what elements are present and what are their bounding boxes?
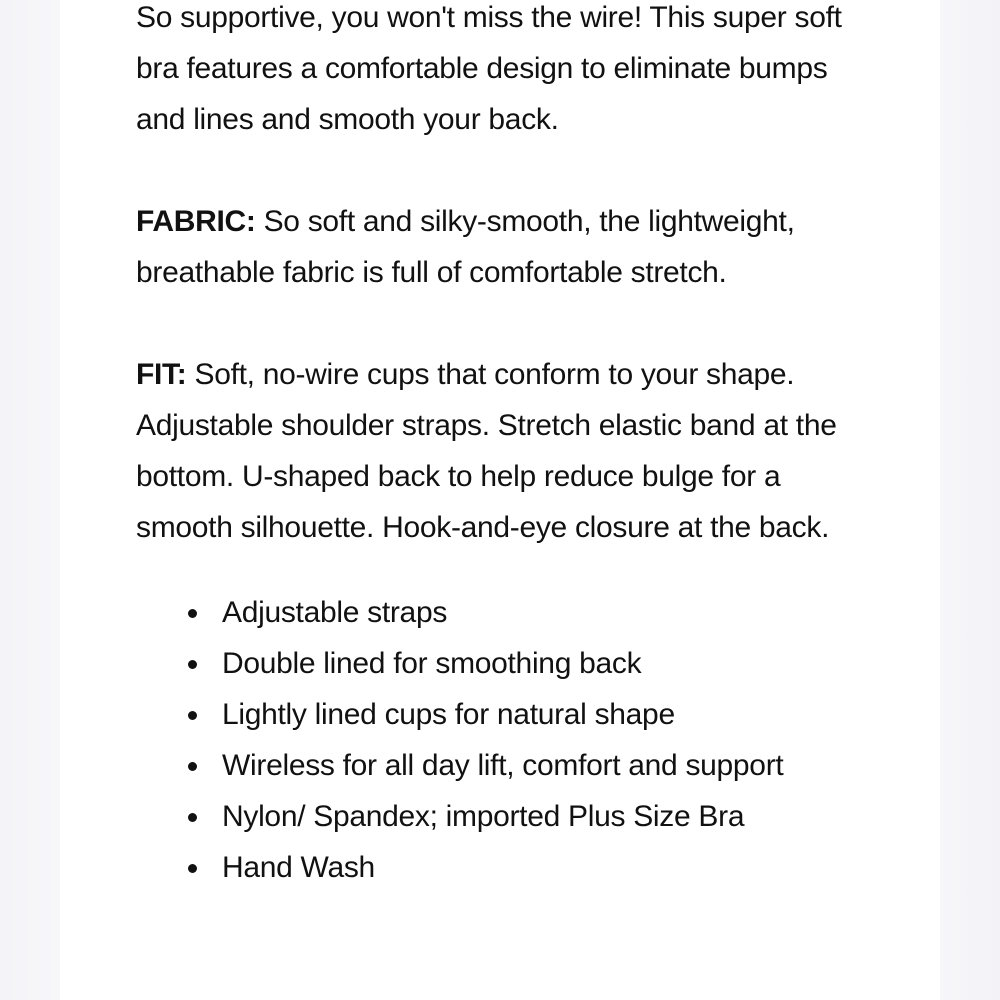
bullet-icon [188, 813, 197, 822]
fabric-paragraph [136, 196, 876, 298]
product-description [136, 0, 876, 893]
bullet-icon [188, 711, 197, 720]
intro-paragraph: So supportive, you won't miss the wire! This super soft bra features a comfortable design to eliminate bumps and lines and smooth your back. [136, 1, 842, 136]
list-item: Wireless for all day lift, comfort and support [222, 740, 876, 791]
fabric-label: FABRIC: [136, 205, 256, 238]
list-item: Double lined for smoothing back [222, 638, 876, 689]
list-item: Lightly lined cups for natural shape [222, 689, 876, 740]
bullet-icon [188, 864, 197, 873]
fit-text: Soft, no-wire cups that conform to your shape. Adjustable shoulder straps. Stretch elastic band at the bottom. U-shaped back to help reduce bulge for a smooth silhouette. Hook-and-eye closure at the back. [136, 358, 837, 544]
bullet-icon [188, 609, 197, 618]
list-item: Hand Wash [222, 842, 876, 893]
bullet-icon [188, 762, 197, 771]
list-item: Adjustable straps [222, 587, 876, 638]
feature-list [136, 587, 876, 893]
fit-paragraph [136, 349, 876, 553]
fit-label: FIT: [136, 358, 187, 391]
list-item: Nylon/ Spandex; imported Plus Size Bra [222, 791, 876, 842]
bullet-icon [188, 660, 197, 669]
fabric-text: So soft and silky-smooth, the lightweight, breathable fabric is full of comfortable stretch. [136, 205, 795, 289]
content-panel [60, 0, 940, 1000]
